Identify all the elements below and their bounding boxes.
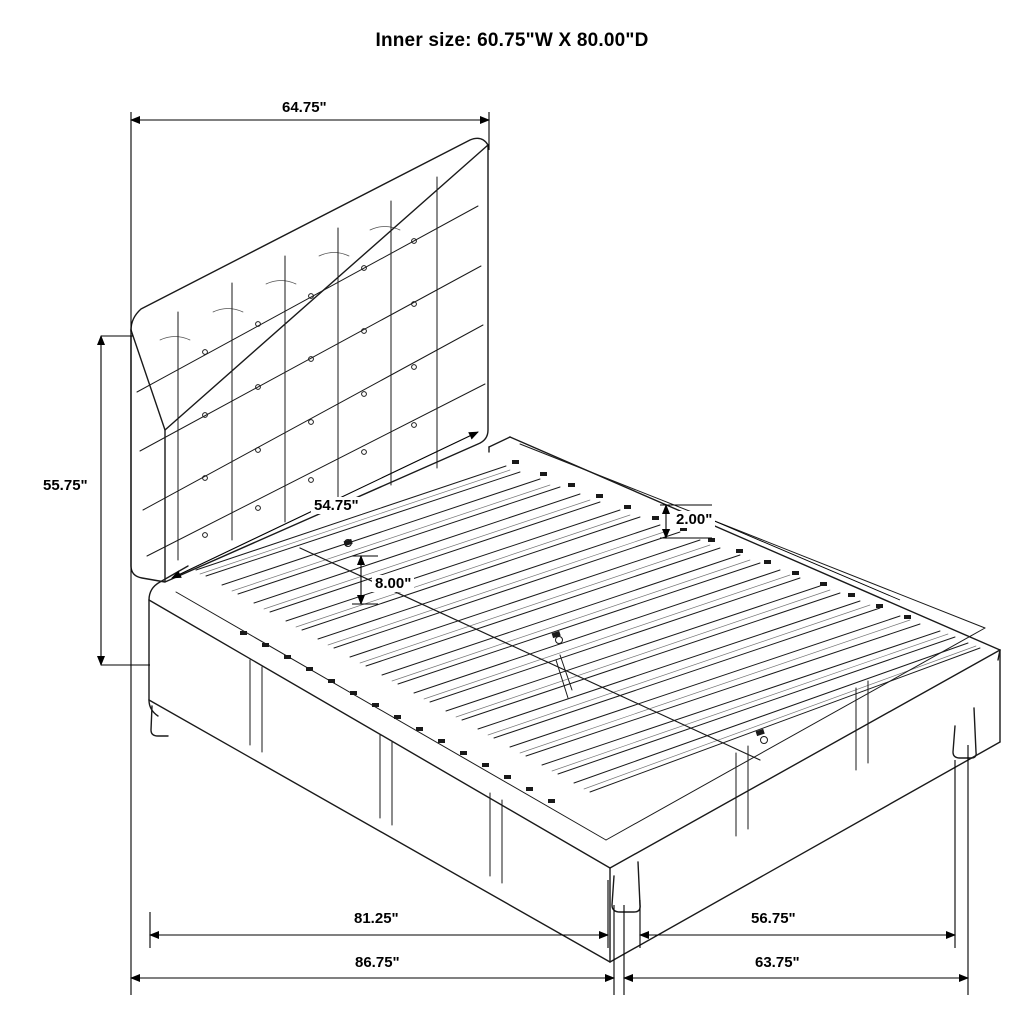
dimension-label-overall-height: 55.75": [40, 477, 91, 494]
page-title: Inner size: 60.75"W X 80.00"D: [375, 30, 649, 51]
dimension-label-overall-depth: 63.75": [752, 954, 803, 971]
dimension-label-overall-length: 86.75": [352, 954, 403, 971]
dimension-label-headboard-inner-width: 54.75": [311, 497, 362, 514]
dimension-label-slat-clearance: 2.00": [673, 511, 715, 528]
dimension-label-headboard-width: 64.75": [279, 99, 330, 116]
dimension-label-mattress-length: 81.25": [351, 910, 402, 927]
dimension-label-deck-height: 8.00": [372, 575, 414, 592]
dimension-label-side-depth: 56.75": [748, 910, 799, 927]
